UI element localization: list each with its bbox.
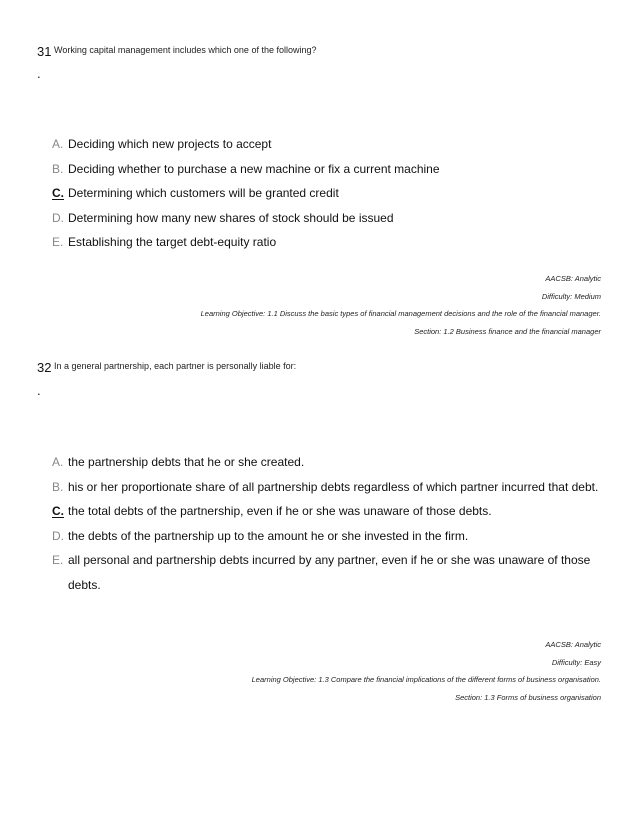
question-text: In a general partnership, each partner is personally liable for:: [54, 361, 297, 371]
option-letter: B.: [52, 161, 64, 176]
option-e[interactable]: [52, 230, 612, 255]
question-number: 32: [37, 360, 52, 375]
option-letter: D.: [52, 210, 64, 225]
question-text: Working capital management includes which one of the following?: [54, 45, 317, 55]
section-tag: Section: 1.3 Forms of business organisation: [455, 692, 601, 702]
difficulty-tag: Difficulty: Medium: [541, 291, 601, 301]
aacsb-tag: AACSB: Analytic: [545, 274, 601, 283]
learning-objective: Learning Objective: 1.3 Compare the financial implications of the different forms of business organisation.: [251, 675, 601, 684]
question-number: 31: [37, 44, 52, 59]
option-letter-correct: C.: [52, 504, 64, 518]
question-metadata: [201, 270, 601, 340]
question-metadata: [252, 636, 601, 706]
option-text: the total debts of the partnership, even if he or she was unaware of those debts.: [68, 504, 492, 518]
option-e[interactable]: [52, 548, 612, 597]
option-d[interactable]: [52, 524, 612, 549]
option-text: all personal and partnership debts incurred by any partner, even if he or she was unaware of those debts.: [68, 553, 591, 592]
question-number-dot: .: [37, 383, 41, 398]
answer-options: [52, 132, 612, 255]
option-letter: A.: [52, 137, 64, 151]
option-text: the partnership debts that he or she created.: [68, 455, 305, 469]
section-tag: Section: 1.2 Business finance and the financial manager: [414, 326, 601, 336]
option-letter-correct: C.: [52, 186, 64, 200]
option-text: Determining which customers will be granted credit: [68, 186, 339, 200]
option-c[interactable]: [52, 181, 612, 206]
difficulty-tag: Difficulty: Easy: [551, 657, 601, 667]
option-text: Establishing the target debt-equity ratio: [68, 235, 277, 249]
option-letter: A.: [52, 455, 64, 469]
option-letter: D.: [52, 528, 64, 543]
option-text: the debts of the partnership up to the amount he or she invested in the firm.: [68, 528, 469, 543]
aacsb-tag: AACSB: Analytic: [545, 640, 601, 649]
option-d[interactable]: [52, 206, 612, 231]
question-number-dot: .: [37, 66, 41, 81]
answer-options: [52, 450, 612, 597]
option-letter: B.: [52, 479, 64, 494]
option-text: his or her proportionate share of all partnership debts regardless of which partner incurred that debt.: [68, 479, 599, 494]
option-text: Determining how many new shares of stock should be issued: [68, 210, 394, 225]
option-text: Deciding which new projects to accept: [68, 137, 272, 151]
option-letter: E.: [52, 235, 64, 249]
option-c[interactable]: [52, 499, 612, 524]
option-text: Deciding whether to purchase a new machine or fix a current machine: [68, 161, 440, 176]
option-a[interactable]: [52, 132, 612, 157]
option-b[interactable]: [52, 157, 612, 182]
option-b[interactable]: [52, 475, 612, 500]
learning-objective: Learning Objective: 1.1 Discuss the basic types of financial management decisions and the role of the financial manager.: [200, 309, 601, 318]
option-a[interactable]: [52, 450, 612, 475]
option-letter: E.: [52, 553, 64, 567]
